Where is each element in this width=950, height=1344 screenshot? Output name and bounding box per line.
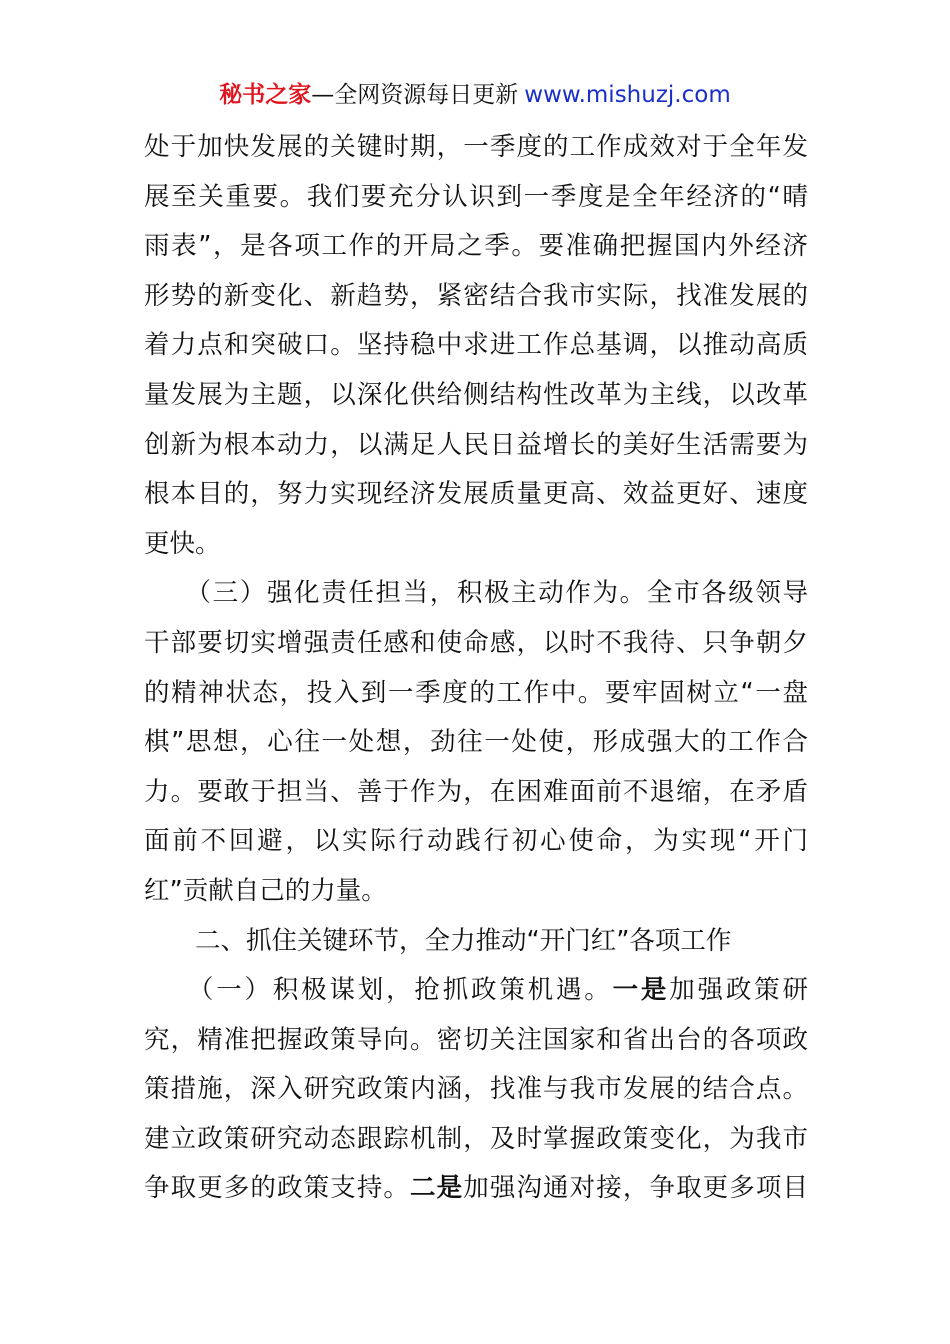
text-line: （三）强化责任担当，积极主动作为。全市各级领导 xyxy=(144,578,808,609)
document-header xyxy=(0,80,950,110)
bold-marker: 一是 xyxy=(612,975,670,1006)
text-line: 展至关重要。我们要充分认识到一季度是全年经济的“晴 xyxy=(144,181,808,212)
text-line: 的精神状态，投入到一季度的工作中。要牢固树立“一盘 xyxy=(144,677,808,708)
text-line: 创新为根本动力，以满足人民日益增长的美好生活需要为 xyxy=(144,429,808,460)
header-tagline: —全网资源每日更新 xyxy=(311,82,519,108)
text-line: 处于加快发展的关键时期，一季度的工作成效对于全年发 xyxy=(144,132,808,162)
text-line: 干部要切实增强责任感和使命感，以时不我待、只争朝夕 xyxy=(144,627,808,658)
text-segment: （一）积极谋划，抢抓政策机遇。 xyxy=(144,975,613,1006)
text-line: 面前不回避，以实际行动践行初心使命，为实现“开门 xyxy=(144,826,808,857)
text-line: 更快。 xyxy=(144,528,221,559)
text-line xyxy=(144,1164,808,1214)
text-line: 棋”思想，心往一处想，劲往一处使，形成强大的工作合 xyxy=(144,727,808,758)
text-line: 量发展为主题，以深化供给侧结构性改革为主线，以改革 xyxy=(144,379,808,410)
text-segment: 加强政策研 xyxy=(669,975,808,1006)
document-body xyxy=(144,123,808,1214)
text-line: 着力点和突破口。坚持稳中求进工作总基调，以推动高质 xyxy=(144,330,808,361)
text-line: 建立政策研究动态跟踪机制，及时掌握政策变化，为我市 xyxy=(144,1123,808,1154)
text-line: 雨表”，是各项工作的开局之季。要准确把握国内外经济 xyxy=(144,231,808,262)
brand-name: 秘书之家 xyxy=(219,82,312,108)
text-segment: 争取更多的政策支持。 xyxy=(144,1173,411,1204)
text-segment: 加强沟通对接，争取更多项目 xyxy=(463,1173,808,1204)
text-line xyxy=(144,966,808,1016)
text-line: 究，精准把握政策导向。密切关注国家和省出台的各项政 xyxy=(144,1024,808,1055)
text-line: 根本目的，努力实现经济发展质量更高、效益更好、速度 xyxy=(144,479,808,510)
bold-marker: 二是 xyxy=(410,1173,464,1204)
text-line: 二、抓住关键环节，全力推动“开门红”各项工作 xyxy=(144,925,732,956)
text-line: 力。要敢于担当、善于作为，在困难面前不退缩，在矛盾 xyxy=(144,776,808,807)
site-url[interactable]: www.mishuzj.com xyxy=(524,82,731,108)
text-line: 策措施，深入研究政策内涵，找准与我市发展的结合点。 xyxy=(144,1074,808,1105)
text-line: 形势的新变化、新趋势，紧密结合我市实际，找准发展的 xyxy=(144,280,808,311)
text-line: 红”贡献自己的力量。 xyxy=(144,875,387,906)
